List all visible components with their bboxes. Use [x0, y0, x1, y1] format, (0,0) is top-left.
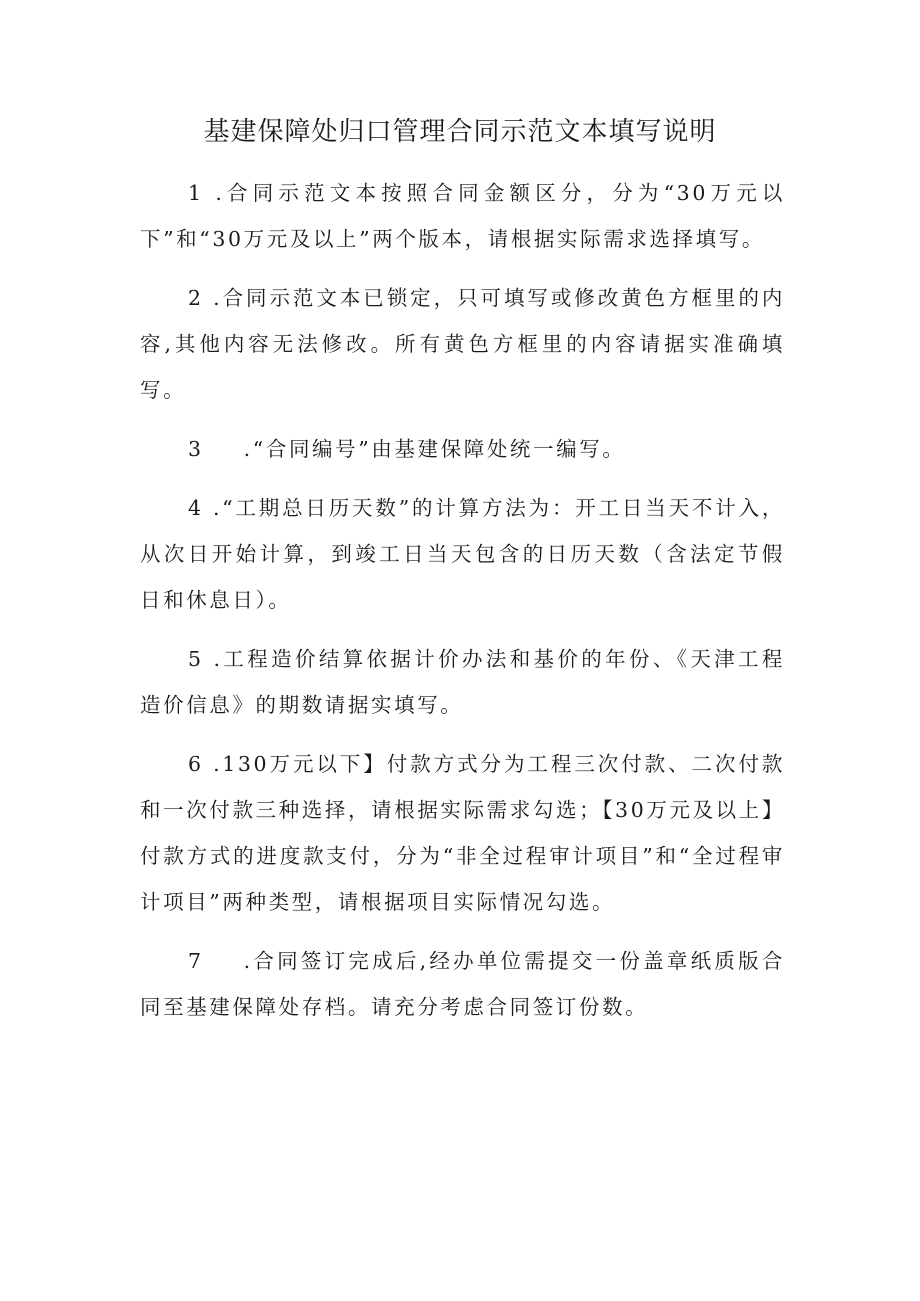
- item-number: 4: [188, 496, 204, 520]
- instruction-item-4: [140, 485, 785, 623]
- item-text: .合同示范文本已锁定，只可填写或修改黄色方框里的内容,其他内容无法修改。所有黄色方框里的内容请据实准确填写。: [140, 286, 785, 402]
- item-text: .“合同编号”由基建保障处统一编写。: [243, 437, 626, 461]
- item-number: 5: [188, 647, 204, 671]
- document-title: 基建保障处归口管理合同示范文本填写说明: [203, 117, 717, 147]
- item-number: 1: [188, 181, 204, 205]
- instruction-item-5: [140, 636, 785, 728]
- item-text: .“工期总日历天数”的计算方法为：开工日当天不计入，从次日开始计算，到竣工日当天包含的日历天数（含法定节假日和休息日）。: [140, 496, 785, 612]
- instruction-item-7: [140, 938, 785, 1030]
- item-text: .工程造价结算依据计价办法和基价的年份、《天津工程造价信息》的期数请据实填写。: [140, 647, 785, 717]
- item-text: .130万元以下】付款方式分为工程三次付款、二次付款和一次付款三种选择，请根据实际需求勾选；【30万元及以上】付款方式的进度款支付，分为“非全过程审计项目”和“全过程审计项目”两种类型，请根据项目实际情况勾选。: [140, 752, 785, 914]
- item-number: 7: [188, 949, 204, 973]
- instruction-item-6: [140, 741, 785, 925]
- item-number: 6: [188, 752, 204, 776]
- document-body: [140, 170, 785, 1043]
- instruction-item-3: [140, 426, 785, 472]
- instruction-item-1: [140, 170, 785, 262]
- instruction-item-2: [140, 275, 785, 413]
- item-text: .合同示范文本按照合同金额区分，分为“30万元以下”和“30万元及以上”两个版本，请根据实际需求选择填写。: [140, 181, 785, 251]
- item-number: 3: [188, 437, 204, 461]
- item-text: .合同签订完成后,经办单位需提交一份盖章纸质版合同至基建保障处存档。请充分考虑合同签订份数。: [140, 949, 785, 1019]
- item-number: 2: [188, 286, 204, 310]
